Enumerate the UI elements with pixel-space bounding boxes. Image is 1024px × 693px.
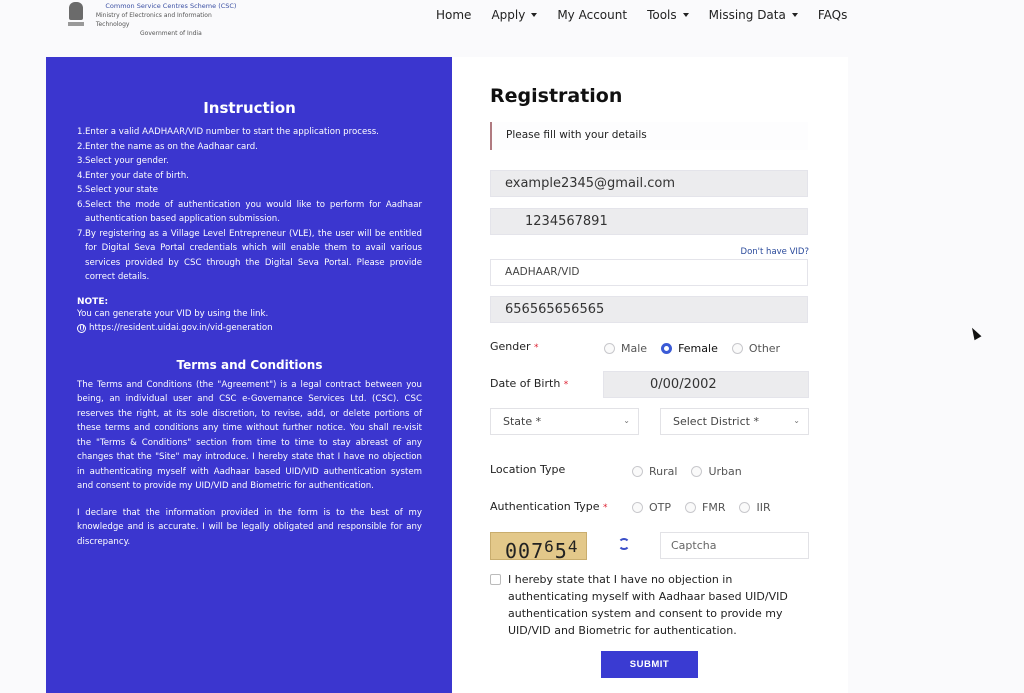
nav-missing-data[interactable]: Missing Data bbox=[709, 8, 798, 22]
submit-button[interactable]: SUBMIT bbox=[601, 651, 698, 678]
vid-generation-link[interactable]: https://resident.uidai.gov.in/vid-generation bbox=[77, 321, 422, 336]
chevron-down-icon: ⌄ bbox=[793, 416, 800, 425]
location-rural-radio[interactable]: Rural bbox=[632, 465, 677, 478]
registration-form bbox=[452, 57, 848, 693]
aadhaar-field[interactable]: 656565656565 bbox=[490, 296, 808, 323]
consent-row bbox=[490, 571, 810, 639]
radio-icon[interactable] bbox=[604, 343, 615, 354]
captcha-input[interactable]: Captcha bbox=[660, 532, 809, 559]
caret-down-icon bbox=[531, 13, 537, 17]
nav-home[interactable]: Home bbox=[436, 8, 472, 22]
id-type-field[interactable]: AADHAAR/VID bbox=[490, 259, 808, 286]
note-heading: NOTE: bbox=[77, 296, 109, 307]
email-field[interactable]: example2345@gmail.com bbox=[490, 170, 808, 197]
gender-label: Gender * bbox=[490, 340, 539, 353]
terms-text: The Terms and Conditions (the "Agreement") is a legal contract between you being, an individual user and CSC e-Governance Services Ltd. (CSC). CSC reserves the right, at its sole discretion, to revise, add, or delete portions of these terms and conditions any time without further notice. You shall re-visit the "Terms & Conditions" section from time to time to stay abreast of any changes that the "Site" may introduce. I hereby state that I have no objection in authenticating myself with Aadhaar based UID/VID authentication system and consent to provide my UID/VID and Biometric for authentication. bbox=[77, 379, 422, 491]
caret-down-icon bbox=[683, 13, 689, 17]
instruction-item: 4. Enter your date of birth. bbox=[77, 170, 189, 181]
auth-type-label: Authentication Type * bbox=[490, 500, 608, 513]
chevron-down-icon: ⌄ bbox=[623, 416, 630, 425]
radio-icon[interactable] bbox=[739, 502, 750, 513]
logo-text: Common Service Centres Scheme (CSC) Ministry of Electronics and Information Technology Government of India bbox=[95, 2, 237, 37]
gender-female-radio[interactable]: Female bbox=[661, 342, 718, 355]
location-urban-radio[interactable]: Urban bbox=[691, 465, 741, 478]
instruction-list bbox=[77, 125, 422, 285]
instruction-item: 6. Select the mode of authentication you would like to perform for Aadhaar authentication based application submission. bbox=[77, 199, 422, 224]
instruction-item: 3. Select your gender. bbox=[77, 156, 169, 166]
instruction-title: Instruction bbox=[203, 99, 296, 117]
district-select[interactable]: Select District * ⌄ bbox=[660, 408, 809, 435]
gender-male-radio[interactable]: Male bbox=[604, 342, 647, 355]
terms-title: Terms and Conditions bbox=[176, 357, 323, 372]
instruction-item: 5. Select your state bbox=[77, 185, 159, 195]
dont-have-vid-link[interactable]: Don't have VID? bbox=[740, 247, 809, 257]
instruction-item: 2. Enter the name as on the Aadhaar card. bbox=[77, 141, 258, 152]
mobile-field[interactable]: 1234567891 bbox=[490, 208, 808, 235]
refresh-captcha-icon[interactable] bbox=[618, 538, 630, 550]
radio-icon[interactable] bbox=[691, 466, 702, 477]
national-emblem-icon bbox=[66, 0, 86, 30]
consent-text: I hereby state that I have no objection in authenticating myself with Aadhaar based UID/VID authentication system and consent to provide my UID/VID and Biometric for authentication. bbox=[508, 573, 788, 637]
note-text: You can generate your VID by using the link. bbox=[77, 308, 269, 319]
mouse-cursor-icon bbox=[969, 326, 982, 340]
auth-type-radio-group bbox=[632, 501, 785, 514]
gender-radio-group bbox=[604, 342, 794, 355]
radio-icon[interactable] bbox=[732, 343, 743, 354]
nav-tools[interactable]: Tools bbox=[647, 8, 689, 22]
caret-down-icon bbox=[792, 13, 798, 17]
state-select[interactable]: State * ⌄ bbox=[490, 408, 639, 435]
csc-logo[interactable] bbox=[66, 0, 246, 37]
main-nav bbox=[436, 8, 867, 22]
radio-selected-icon[interactable] bbox=[661, 343, 672, 354]
declaration-text: I declare that the information provided in the form is to the best of my knowledge and is accurate. I will be legally obligated and responsible for any discrepancy. bbox=[77, 507, 422, 547]
location-type-label: Location Type bbox=[490, 463, 566, 476]
radio-icon[interactable] bbox=[685, 502, 696, 513]
instruction-item: 1. Enter a valid AADHAAR/VID number to start the application process. bbox=[77, 127, 379, 137]
nav-faqs[interactable]: FAQs bbox=[817, 8, 848, 22]
instruction-panel bbox=[46, 57, 452, 693]
auth-fmr-radio[interactable]: FMR bbox=[685, 501, 725, 514]
globe-icon bbox=[77, 324, 86, 333]
radio-icon[interactable] bbox=[632, 466, 643, 477]
consent-checkbox[interactable] bbox=[490, 574, 501, 585]
dob-field[interactable]: 0/00/2002 bbox=[603, 371, 809, 398]
auth-iir-radio[interactable]: IIR bbox=[739, 501, 770, 514]
dob-label: Date of Birth * bbox=[490, 377, 569, 390]
registration-title: Registration bbox=[490, 85, 623, 107]
nav-apply[interactable]: Apply bbox=[491, 8, 537, 22]
location-type-radio-group bbox=[632, 465, 756, 478]
auth-otp-radio[interactable]: OTP bbox=[632, 501, 671, 514]
gender-other-radio[interactable]: Other bbox=[732, 342, 780, 355]
instruction-item: 7. By registering as a Village Level Entrepreneur (VLE), the user will be entitled for Digital Seva Portal credentials which will enable them to avail various services provided by CSC through the Digital Seva Portal. Please provide correct details. bbox=[77, 228, 422, 282]
captcha-image: $007^65^4$ bbox=[490, 532, 587, 560]
radio-icon[interactable] bbox=[632, 502, 643, 513]
form-hint: Please fill with your details bbox=[490, 122, 808, 150]
nav-my-account[interactable]: My Account bbox=[557, 8, 628, 22]
